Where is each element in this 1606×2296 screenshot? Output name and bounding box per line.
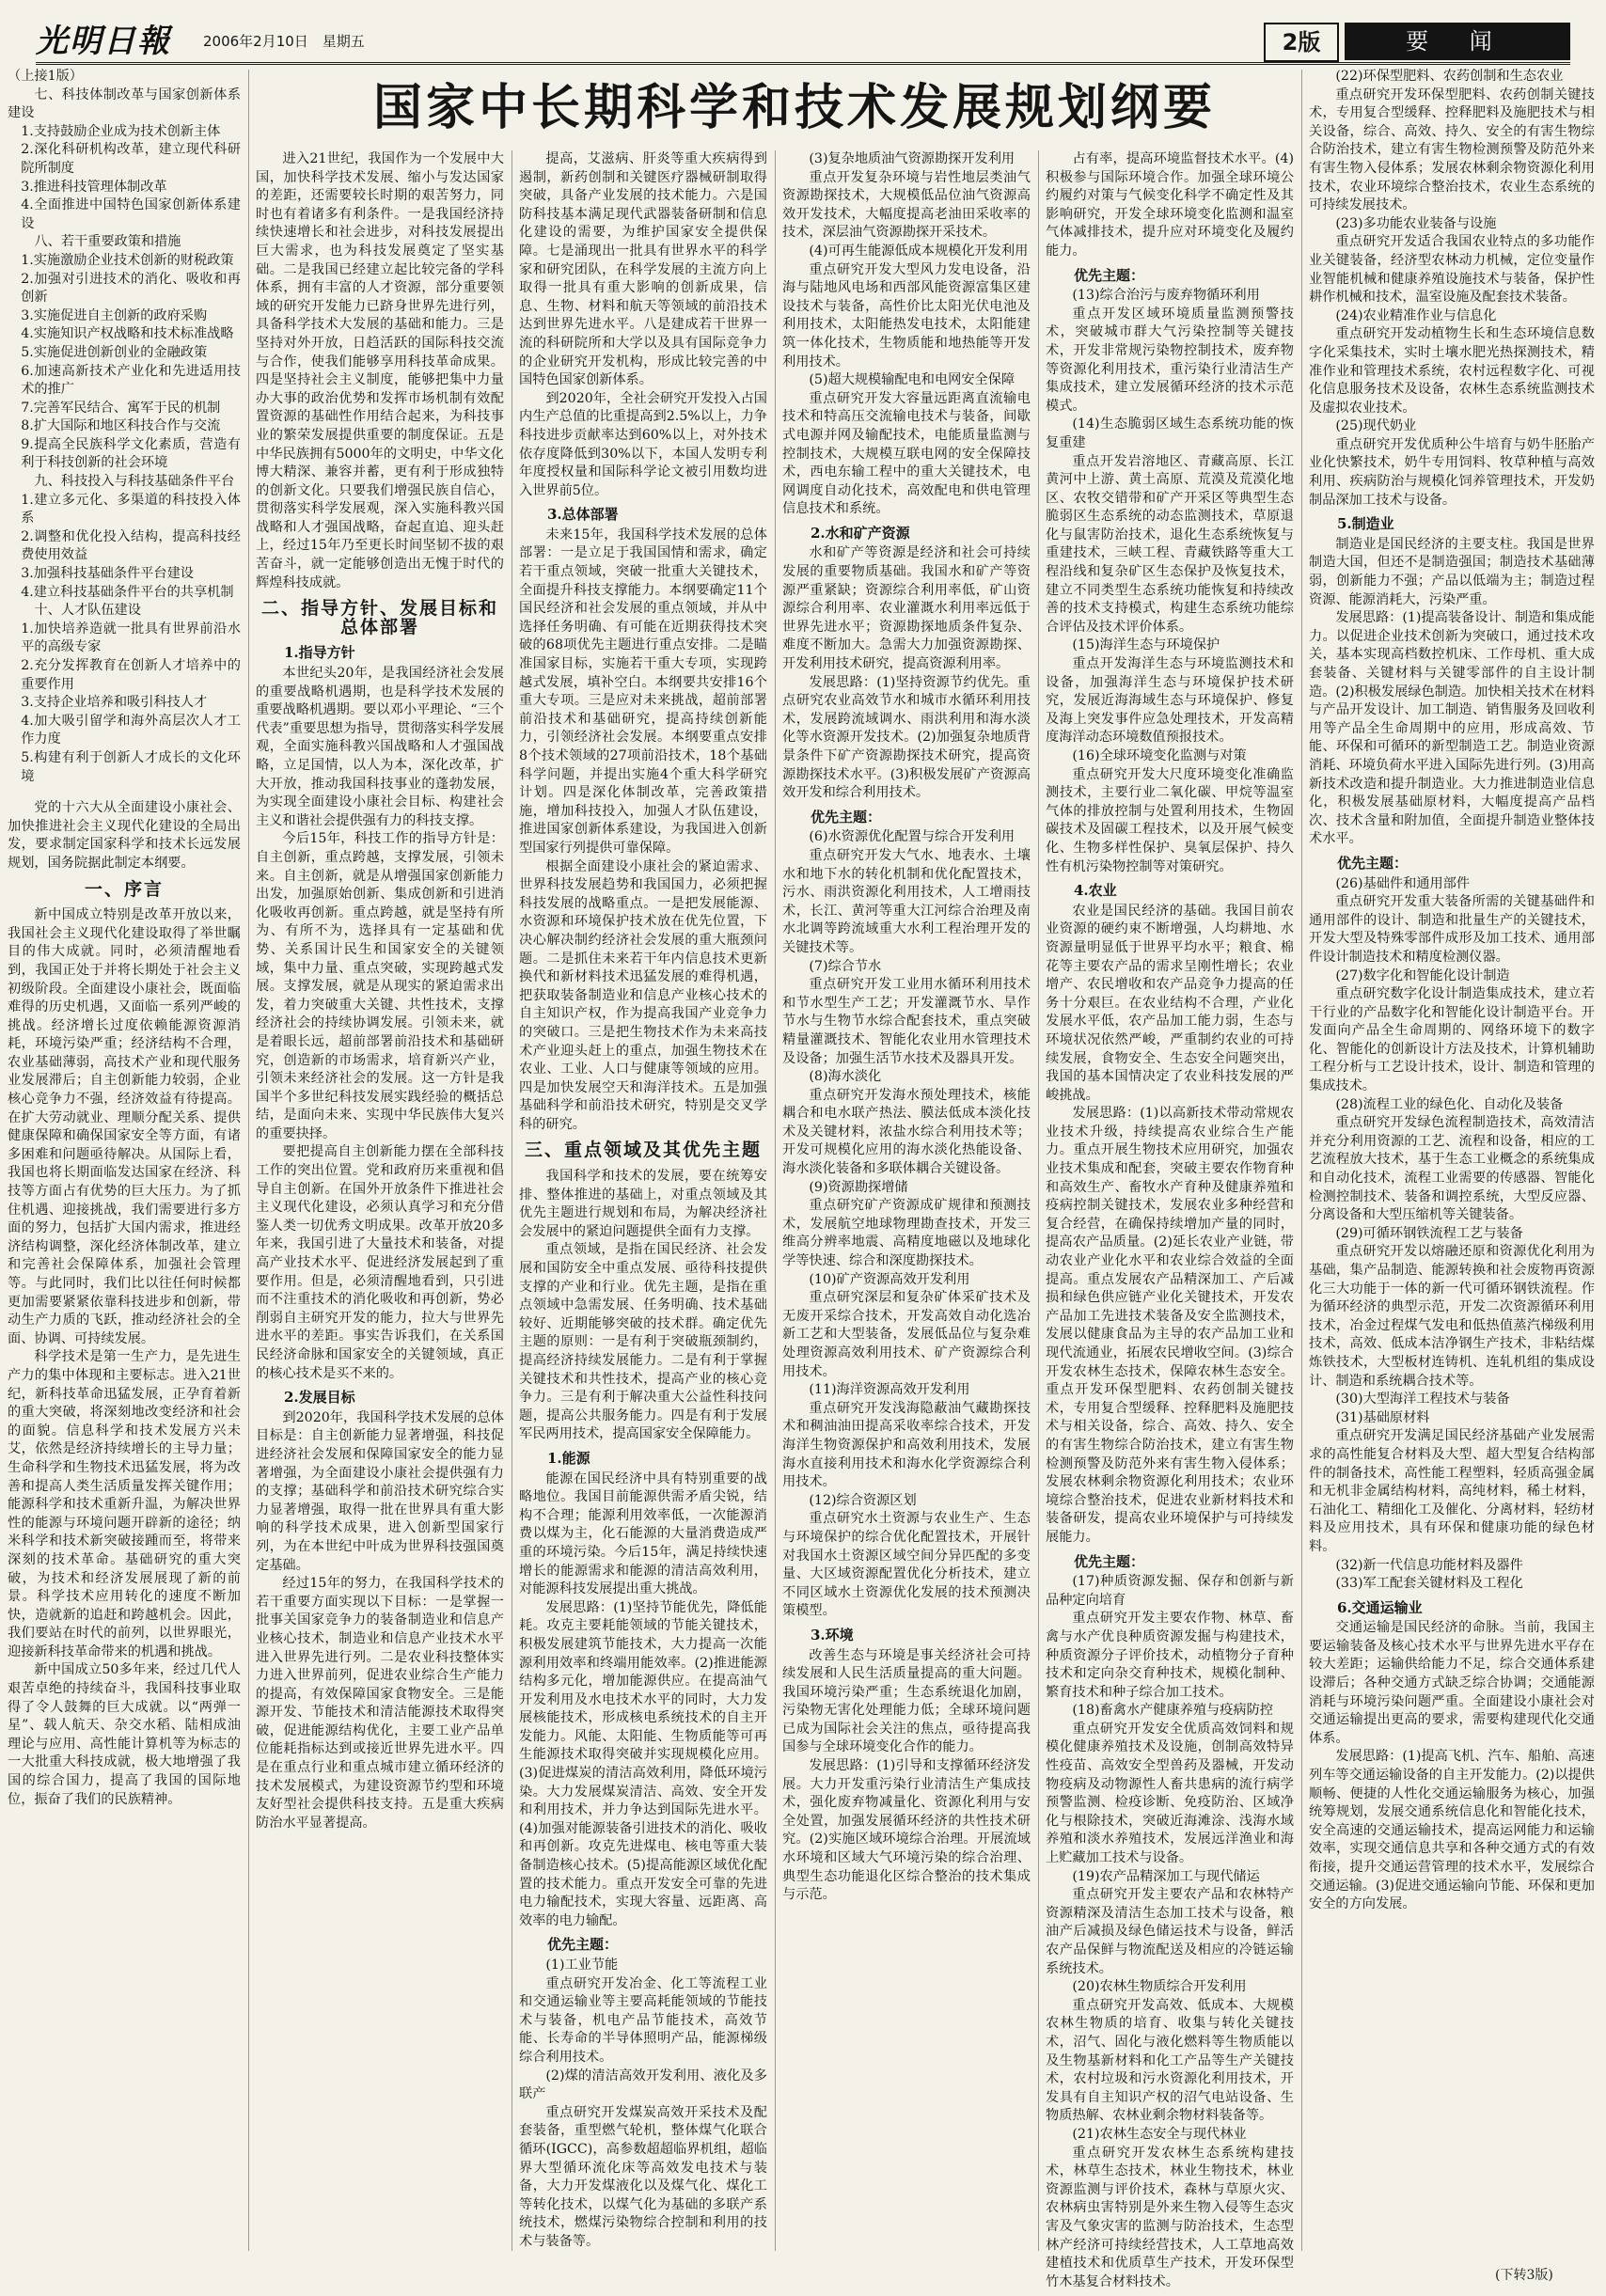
subsection-heading: 1.指导方针	[284, 644, 355, 662]
topic-title: (19)农产品精深加工与现代储运	[1072, 1868, 1260, 1884]
body-paragraph: 重点研究开发安全优质高效饲料和规模化健康养殖技术及设施，创制高效特异性疫苗、高效安全型兽药及器械，开发动物疫病及动物源性人畜共患病的流行病学预警监测、检疫诊断、免疫防治、区域净化与根除技术，突破近海滩涂、浅海水域养殖和淡水养殖技术，发展远洋渔业和海上贮藏加工技术与设备。	[1046, 1721, 1294, 1866]
body-paragraph: 重点研究开发大尺度环境变化准确监测技术，主要行业二氧化碳、甲烷等温室气体的排放控制与处置利用技术，生物固碳技术及固碳工程技术，以及开展气候变化、生物多样性保护、臭氧层保护、持久性有机污染物控制等对策研究。	[1046, 766, 1294, 874]
toc-item: 4.全面推进中国特色国家创新体系建设	[21, 197, 241, 231]
body-paragraph: 占有率，提高环境监督技术水平。(4)积极参与国际环境合作。加强全球环境公约履约对策与气候变化科学不确定性及其影响研究，开发全球环境变化监测和温室气体减排技术，提升应对环境变化及履约能力。	[1046, 151, 1294, 259]
subsection-heading: 3.环境	[811, 1626, 854, 1643]
body-paragraph: 重点研究开发冶金、化工等流程工业和交通运输业等主要高耗能领域的节能技术与装备，机电产品节能技术，高效节能、长寿命的半导体照明产品，能源梯级综合利用技术。	[519, 1975, 767, 2065]
topic-title: (25)现代奶业	[1335, 418, 1417, 434]
column-3	[519, 150, 767, 2260]
column-divider	[775, 150, 776, 2251]
toc-heading: 九、科技投入与科技基础条件平台	[34, 474, 235, 490]
body-paragraph: 经过15年的努力，在我国科学技术的若干重要方面实现以下目标：一是掌握一批事关国家竞争力的装备制造业和信息产业核心技术，制造业和信息产业技术水平进入世界先进行列。二是农业科技整体实力进入世界前列，促进农业综合生产能力的提高，有效保障国家食物安全。三是能源开发、节能技术和清洁能源技术取得突破，促进能源结构优化，主要工业产品单位能耗指标达到或接近世界先进水平。四是在重点行业和重点城市建立循环经济的技术发展模式，为建设资源节约型和环境友好型社会提供科技支持。五是重大疾病防治水平显著提高。	[256, 1576, 504, 1831]
topic-title: (28)流程工业的绿色化、自动化及装备	[1335, 1096, 1564, 1112]
body-paragraph: 重点研究开发重大装备所需的关键基础件和通用部件的设计、制造和批量生产的关键技术，开发大型及特殊零部件成形及加工技术、通用部件设计制造技术和精度检测仪器。	[1309, 894, 1595, 965]
subsection-heading: 优先主题：	[1074, 266, 1145, 284]
body-paragraph: 提高，艾滋病、肝炎等重大疾病得到遏制，新药创制和关键医疗器械研制取得突破，具备产业发展的技术能力。六是国防科技基本满足现代武器装备研制和信息化建设的需要，为维护国家安全提供保障。七是涌现出一批具有世界水平的科学家和研究团队，在科学发展的主流方向上取得一批具有重大影响的创新成果，信息、生物、材料和航天等领域的前沿技术达到世界先进水平。八是建成若干世界一流的科研院所和大学以及具有国际竞争力的企业研究开发机构，形成比较完善的中国特色国家创新体系。	[519, 151, 767, 388]
topic-title: (31)基础原材料	[1335, 1409, 1430, 1425]
toc-item: 5.实施促进创新创业的金融政策	[21, 344, 208, 360]
topic-title: (18)畜禽水产健康养殖与疫病防控	[1072, 1703, 1273, 1719]
body-paragraph: 制造业是国民经济的主要支柱。我国是世界制造大国，但还不是制造强国；制造技术基础薄弱，创新能力不强；产品以低端为主；制造过程资源、能源消耗大，污染严重。	[1309, 536, 1595, 607]
intro-paragraph: 党的十六大从全面建设小康社会、加快推进社会主义现代化建设的全局出发，要求制定国家科学和技术长远发展规划，国务院据此制定本纲要。	[8, 800, 241, 871]
body-paragraph: 重点研究开发主要农作物、林草、畜禽与水产优良种质资源发掘与构建技术，种质资源分子评价技术，动植物分子育种技术和定向杂交育种技术，规模化制种、繁育技术和种子综合加工技术。	[1046, 1611, 1294, 1700]
body-paragraph: 今后15年，科技工作的指导方针是：自主创新，重点跨越，支撑发展，引领未来。自主创新，就是从增强国家创新能力出发，加强原始创新、集成创新和引进消化吸收再创新。重点跨越，就是坚持有所为、有所不为，选择具有一定基础和优势、关系国计民生和国家安全的关键领域，集中力量、重点突破，实现跨越式发展。支撑发展，就是从现实的紧迫需求出发，着力突破重大关键、共性技术，支撑经济社会的持续协调发展。引领未来，就是着眼长远，超前部署前沿技术和基础研究，创造新的市场需求，培育新兴产业，引领未来经济社会的发展。这一方针是我国半个多世纪科技发展实践经验的概括总结，是面向未来、实现中华民族伟大复兴的重要抉择。	[256, 831, 504, 1141]
issue-date: 2006年2月10日 星期五	[203, 33, 365, 50]
topic-title: (26)基础件和通用部件	[1335, 875, 1471, 891]
subsection-heading: 优先主题：	[547, 1936, 619, 1954]
topic-title: (33)军工配套关键材料及工程化	[1335, 1576, 1523, 1592]
body-paragraph: 重点研究开发高效、低成本、大规模农林生物质的培育、收集与转化关键技术，沼气、固化与液化燃料等生物质能以及生物基新材料和化工产品等生产关键技术，农村垃圾和污水资源化利用技术，开发具有自主知识产权的沼气电站设备、生物质热解、农林业剩余物材料装备等。	[1046, 1997, 1294, 2124]
topic-title: (23)多功能农业装备与设施	[1335, 215, 1497, 231]
toc-item: 2.充分发挥教育在创新人才培养中的重要作用	[21, 658, 241, 692]
toc-item: 1.建立多元化、多渠道的科技投入体系	[21, 492, 241, 527]
toc-item: 3.加强科技基础条件平台建设	[21, 566, 194, 582]
subsection-heading: 优先主题：	[811, 808, 882, 826]
body-paragraph: 重点研究开发农林生态系统构建技术，林草生态技术，林业生物技术，林业资源监测与评价技术，森林与草原火灾、农林病虫害特别是外来生物入侵等生态灾害及气象灾害的监测与防治技术，生态型林产经济可持续经营技术，人工草地高效建植技术和优质草生产技术，开发环保型竹木基复合材料技术。	[1046, 2145, 1294, 2289]
article-headline: 国家中长期科学和技术发展规划纲要	[372, 80, 1216, 136]
section-heading: 一、序言	[84, 878, 164, 900]
body-paragraph: 根据全面建设小康社会的紧迫需求、世界科技发展趋势和我国国力，必须把握科技发展的战略重点。一是把发展能源、水资源和环境保护技术放在优先位置，下决心解决制约经济社会发展的重大瓶颈问题。二是抓住未来若干年内信息技术更新换代和新材料技术迅猛发展的难得机遇，把获取装备制造业和信息产业核心技术的自主知识产权，作为提高我国产业竞争力的突破口。三是把生物技术作为未来高技术产业迎头赶上的重点，加强生物技术在农业、工业、人口与健康等领域的应用。四是加快发展空天和海洋技术。五是加强基础科学和前沿技术研究，特别是交叉学科的研究。	[519, 858, 767, 1132]
topic-title: (22)环保型肥料、农药创制和生态农业	[1335, 69, 1564, 84]
topic-title: (16)全球环境变化监测与对策	[1072, 748, 1247, 763]
topic-title: (3)复杂地质油气资源勘探开发利用	[809, 151, 1016, 166]
toc-heading: 十、人才队伍建设	[34, 603, 141, 619]
body-paragraph: 交通运输是国民经济的命脉。当前，我国主要运输装备及核心技术水平与世界先进水平存在较大差距；运输供给能力不足，综合交通体系建设滞后；各种交通方式缺乏综合协调；交通能源消耗与环境污染问题严重。全面建设小康社会对交通运输提出更高的要求，需要构建现代化交通体系。	[1309, 1620, 1595, 1746]
subsection-heading: 6.交通运输业	[1337, 1598, 1423, 1616]
subsection-heading: 1.能源	[547, 1449, 590, 1467]
toc-item: 1.加快培养造就一批具有世界前沿水平的高级专家	[21, 621, 241, 655]
toc-item: 3.推进科技管理体制改革	[21, 179, 167, 195]
body-paragraph: 重点研究开发大容量远距离直流输电技术和特高压交流输电技术与装备，间歇式电源并网及输配技术，电能质量监测与控制技术，大规模互联电网的安全保障技术，西电东输工程中的重大关键技术，电网调度自动化技术，高效配电和供电管理信息技术和系统。	[782, 390, 1031, 517]
body-paragraph: 本世纪头20年，是我国经济社会发展的重要战略机遇期，也是科学技术发展的重要战略机遇期。要以邓小平理论、“三个代表”重要思想为指导，贯彻落实科学发展观，全面实施科教兴国战略和人才强国战略，立足国情，以人为本，深化改革，扩大开放，推动我国科技事业的蓬勃发展，为实现全面建设小康社会目标、构建社会主义和谐社会提供强有力的科技支撑。	[256, 666, 504, 828]
body-paragraph: 重点研究开发优质种公牛培育与奶牛胚胎产业化快繁技术，奶牛专用饲料、牧草种植与高效利用、疾病防治与规模化饲养管理技术，开发奶制品深加工技术与设备。	[1309, 436, 1595, 508]
column-5	[1046, 150, 1294, 2289]
toc-item: 8.扩大国际和地区科技合作与交流	[21, 418, 221, 434]
body-paragraph: 发展思路：(1)坚持节能优先，降低能耗。攻克主要耗能领域的节能关键技术，积极发展建筑节能技术，大力提高一次能源利用效率和终端用能效率。(2)推进能源结构多元化，增加能源供应。在提高油气开发利用及水电技术水平的同时，大力发展核能技术，形成核电系统技术的自主开发能力。风能、太阳能、生物质能等可再生能源技术取得突破并实现规模化应用。(3)促进煤炭的清洁高效利用，降低环境污染。大力发展煤炭清洁、高效、安全开发和利用技术，并力争达到国际先进水平。(4)加强对能源装备引进技术的消化、吸收和再创新。攻克先进煤电、核电等重大装备制造核心技术。(5)提高能源区域优化配置的技术能力。重点开发安全可靠的先进电力输配技术，实现大容量、远距离、高效率的电力输配。	[519, 1599, 767, 1928]
body-paragraph: 发展思路：(1)引导和支撑循环经济发展。大力开发重污染行业清洁生产集成技术，强化废弃物减量化、资源化利用与安全处置，加强发展循环经济的共性技术研究。(2)实施区域环境综合治理。开展流域水环境和区域大气环境污染的综合治理、典型生态功能退化区综合整治的技术集成与示范。	[782, 1758, 1031, 1903]
toc-item: 4.实施知识产权战略和技术标准战略	[21, 326, 234, 342]
subsection-heading: 3.总体部署	[547, 506, 619, 524]
column-divider	[1038, 150, 1039, 2251]
toc-item: 9.提高全民族科学文化素质，营造有利于科技创新的社会环境	[21, 436, 241, 471]
topic-title: (27)数字化和智能化设计制造	[1335, 967, 1510, 983]
toc-item: 2.深化科研机构改革，建立现代科研院所制度	[21, 142, 241, 176]
subsection-heading: 优先主题：	[1337, 854, 1409, 872]
topic-title: (4)可再生能源低成本规模化开发利用	[809, 243, 1029, 259]
body-paragraph: 能源在国民经济中具有特别重要的战略地位。我国目前能源供需矛盾尖锐，结构不合理；能源利用效率低，一次能源消费以煤为主，化石能源的大量消费造成严重的环境污染。今后15年，满足持续快速增长的能源需求和能源的清洁高效利用，对能源科技发展提出重大挑战。	[519, 1470, 767, 1597]
toc-heading: 七、科技体制改革与国家创新体系建设	[8, 86, 241, 121]
body-paragraph: 新中国成立特别是改革开放以来，我国社会主义现代化建设取得了举世瞩目的伟大成就。同时，必须清醒地看到，我国正处于并将长期处于社会主义初级阶段。全面建设小康社会，既面临难得的历史机遇，又面临一系列严峻的挑战。经济增长过度依赖能源资源消耗，环境污染严重；经济结构不合理，农业基础薄弱，高技术产业和现代服务业发展滞后；自主创新能力较弱，企业核心竞争力不强，经济效益有待提高。在扩大劳动就业、理顺分配关系、提供健康保障和确保国家安全等方面，有诸多困难和问题亟待解决。从国际上看，我国也将长期面临发达国家在经济、科技等方面占有优势的巨大压力。为了抓住机遇、迎接挑战，我们需要进行多方面的努力，包括扩大国内需求，推进经济结构调整，深化经济体制改革，建立和完善社会保障体系，加强社会管理等。与此同时，我们比以往任何时候都更加需要紧紧依靠科技进步和创新，带动生产力质的飞跃，推动经济社会的全面、协调、可持续发展。	[8, 907, 241, 1346]
body-paragraph: 改善生态与环境是事关经济社会可持续发展和人民生活质量提高的重大问题。我国环境污染严重；生态系统退化加剧，污染物无害化处理能力低；全球环境问题已成为国际社会关注的焦点，亟待提高我国参与全球环境变化合作的能力。	[782, 1647, 1031, 1755]
toc-item: 3.实施促进自主创新的政府采购	[21, 307, 208, 323]
continued-on-page-note: (下转3版)	[1495, 2268, 1553, 2283]
toc-item: 4.加大吸引留学和海外高层次人才工作力度	[21, 713, 241, 747]
column-divider	[248, 70, 249, 2251]
toc-item: 1.支持鼓励企业成为技术创新主体	[21, 123, 221, 139]
column-4	[782, 150, 1031, 2260]
body-paragraph: 重点研究开发动植物生长和生态环境信息数字化采集技术，实时土壤水肥光热探测技术，精准作业和管理技术系统，农村远程数字化、可视化信息服务技术及设备，农林生态系统监测技术及虚拟农业技术。	[1309, 326, 1595, 416]
body-paragraph: 到2020年，我国科学技术发展的总体目标是：自主创新能力显著增强，科技促进经济社会发展和保障国家安全的能力显著增强，为全面建设小康社会提供强有力的支撑；基础科学和前沿技术研究综合实力显著增强，取得一批在世界具有重大影响的科学技术成果，进入创新型国家行列，为在本世纪中叶成为世界科技强国奠定基础。	[256, 1409, 504, 1573]
topic-title: (20)农林生物质综合开发利用	[1072, 1979, 1247, 1995]
topic-title: (1)工业节能	[545, 1958, 619, 1973]
masthead	[36, 21, 1570, 65]
body-paragraph: 重点研究深层和复杂矿体采矿技术及无废开采综合技术，开发高效自动化选冶新工艺和大型装备，发展低品位与复杂难处理资源高效利用技术、矿产资源综合利用技术。	[782, 1290, 1031, 1379]
body-paragraph: 重点研究开发大型风力发电设备，沿海与陆地风电场和西部风能资源富集区建设技术与装备，高性价比太阳光伏电池及利用技术，太阳能热发电技术，太阳能建筑一体化技术，生物质能和地热能等开发利用技术。	[782, 261, 1031, 370]
body-paragraph: 要把提高自主创新能力摆在全部科技工作的突出位置。党和政府历来重视和倡导自主创新。在国外开放条件下推进社会主义现代化建设，必须认真学习和充分借鉴人类一切优秀文明成果。改革开放20多年来，我国引进了大量技术和装备，对提高产业技术水平、促进经济发展起到了重要作用。但是，必须清醒地看到，只引进而不注重技术的消化吸收和再创新，势必削弱自主研究开发的能力，拉大与世界先进水平的差距。事实告诉我们，在关系国民经济命脉和国家安全的关键领域，真正的核心技术是买不来的。	[256, 1144, 504, 1381]
section-label: 要 闻	[1345, 23, 1570, 60]
body-paragraph: 发展思路：(1)提高飞机、汽车、船舶、高速列车等交通运输设备的自主开发能力。(2)以提供顺畅、便捷的人性化交通运输服务为核心，加强统筹规划，发展交通系统信息化和智能化技术，安全高速的交通运输技术，提高运网能力和运输效率，实现交通信息共享和各种交通方式的有效衔接，提升交通运营管理的技术水平，发展综合交通运输。(3)促进交通运输向节能、环保和更加安全的方向发展。	[1309, 1749, 1595, 1912]
body-paragraph: 到2020年，全社会研究开发投入占国内生产总值的比重提高到2.5%以上，力争科技进步贡献率达到60%以上，对外技术依存度降低到30%以下，本国人发明专利年度授权量和国际科学论文被引用数均进入世界前5位。	[519, 390, 767, 498]
topic-title: (24)农业精准作业与信息化	[1335, 307, 1497, 323]
body-paragraph: 重点研究开发大气水、地表水、土壤水和地下水的转化机制和优化配置技术，污水、雨洪资源化利用技术，人工增雨技术，长江、黄河等重大江河综合治理及南水北调等跨流域重大水利工程治理开发的关键技术等。	[782, 847, 1031, 955]
body-paragraph: 重点研究开发满足国民经济基础产业发展需求的高性能复合材料及大型、超大型复合结构部件的制备技术，高性能工程塑料，轻质高强金属和无机非金属结构材料，高纯材料，稀土材料，石油化工、精细化工及催化、分离材料，轻纺材料及应用技术，具有环保和健康功能的绿色材料。	[1309, 1428, 1595, 1554]
topic-title: (2)煤的清洁高效开发利用、液化及多联产	[519, 2068, 767, 2102]
body-paragraph: 重点研究开发浅海隐蔽油气藏勘探技术和稠油油田提高采收率综合技术，开发海洋生物资源保护和高效利用技术，发展海水直接利用技术和海水化学资源综合利用技术。	[782, 1400, 1031, 1490]
topic-title: (9)资源勘探增储	[809, 1179, 908, 1195]
toc-item: 3.支持企业培养和吸引科技人才	[21, 695, 208, 711]
toc-item: 2.调整和优化投入结构，提高科技经费使用效益	[21, 528, 241, 563]
column-1	[8, 68, 241, 2258]
topic-title: (7)综合节水	[809, 958, 882, 974]
body-paragraph: 发展思路：(1)坚持资源节约优先。重点研究农业高效节水和城市水循环利用技术，发展跨流域调水、雨洪利用和海水淡化等水资源开发技术。(2)加强复杂地质背景条件下矿产资源勘探技术研究，提高资源勘探技术水平。(3)积极发展矿产资源高效开发和综合利用技术。	[782, 674, 1031, 801]
topic-title: (17)种质资源发掘、保存和创新与新品种定向培育	[1046, 1574, 1294, 1608]
page-number: 2版	[1264, 23, 1339, 62]
subsection-heading: 优先主题：	[1074, 1552, 1145, 1570]
body-paragraph: 科学技术是第一生产力，是先进生产力的集中体现和主要标志。进入21世纪，新科技革命迅猛发展，正孕育着新的重大突破，将深刻地改变经济和社会的面貌。信息科学和技术发展方兴未艾，依然是经济持续增长的主导力量；生命科学和生物技术迅猛发展，将为改善和提高人类生活质量发挥关键作用；能源科学和技术重新升温，为解决世界性的能源与环境问题开辟新的途径；纳米科学和技术新突破接踵而至，将带来深刻的技术革命。基础研究的重大突破，为技术和经济发展展现了新的前景。科学技术应用转化的速度不断加快，造就新的追赶和跨越机会。因此，我们要站在时代的前列，以世界眼光，迎接新科技革命带来的机遇和挑战。	[8, 1349, 241, 1659]
body-paragraph: 重点研究数字化设计制造集成技术，建立若干行业的产品数字化和智能化设计制造平台。开发面向产品全生命周期的、网络环境下的数字化、智能化的创新设计方法及技术，计算机辅助工程分析与工艺设计技术，设计、制造和管理的集成技术。	[1309, 986, 1595, 1094]
body-paragraph: 重点研究开发海水预处理技术，核能耦合和电水联产热法、膜法低成本淡化技术及关键材料，浓盐水综合利用技术等；开发可规模化应用的海水淡化热能设备、海水淡化装备和多联体耦合关键设备。	[782, 1087, 1031, 1177]
body-paragraph: 重点研究开发适合我国农业特点的多功能作业关键装备，经济型农林动力机械，定位变量作业智能机械和健康养殖设施技术与装备，保护性耕作机械和技术，温室设施及配套技术装备。	[1309, 234, 1595, 306]
body-paragraph: 重点研究水土资源与农业生产、生态与环境保护的综合优化配置技术，开展针对我国水土资源区域空间分异匹配的多变量、大区域资源配置优化分析技术，建立不同区域水土资源优化发展的技术预测决策模型。	[782, 1511, 1031, 1619]
toc-item: 7.完善军民结合、寓军于民的机制	[21, 400, 221, 416]
topic-title: (10)矿产资源高效开发利用	[809, 1271, 970, 1287]
body-paragraph: 进入21世纪，我国作为一个发展中大国，加快科学技术发展、缩小与发达国家的差距，还需要较长时期的艰苦努力，同时也有着诸多有利条件。一是我国经济持续快速增长和社会进步，对科技发展提出巨大需求，也为科技发展奠定了坚实基础。二是我国已经建立起比较完备的学科体系，拥有丰富的人才资源，部分重要领域的研究开发能力已跻身世界先进行列，具备科学技术大发展的基础和能力。三是坚持对外开放，日趋活跃的国际科技交流与合作，使我们能够享用科技革命成果。四是坚持社会主义制度，能够把集中力量办大事的政治优势和发挥市场机制有效配置资源的基础性作用结合起来，为科技事业的繁荣发展提供重要的制度保证。五是中华民族拥有5000年的文明史，中华文化博大精深、兼容并蓄，更有利于形成独特的创新文化。只要我们增强民族自信心，贯彻落实科学发展观，深入实施科教兴国战略和人才强国战略，奋起直追、迎头赶上，经过15年乃至更长时间坚韧不拔的艰苦奋斗，就一定能够创造出无愧于时代的辉煌科技成就。	[256, 151, 504, 590]
body-paragraph: 重点开发岩溶地区、青藏高原、长江黄河中上游、黄土高原、荒漠及荒漠化地区、农牧交错带和矿产开采区等典型生态脆弱区生态系统的动态监测技术，草原退化与鼠害防治技术，退化生态系统恢复与重建技术，三峡工程、青藏铁路等重大工程沿线和复杂矿区生态保护及恢复技术，建立不同类型生态系统功能恢复和持续改善的技术支持模式，构建生态系统功能综合评估及技术评价体系。	[1046, 453, 1294, 635]
body-paragraph: 重点研究开发工业用水循环利用技术和节水型生产工艺；开发灌溉节水、旱作节水与生物节水综合配套技术，重点突破精量灌溉技术、智能化农业用水管理技术及设备；加强生活节水技术及器具开发。	[782, 977, 1031, 1066]
column-divider	[1301, 70, 1302, 2251]
body-paragraph: 重点开发复杂环境与岩性地层类油气资源勘探技术，大规模低品位油气资源高效开发技术，大幅度提高老油田采收率的技术，深层油气资源勘探开采技术。	[782, 169, 1031, 241]
column-6	[1309, 68, 1595, 2258]
body-paragraph: 重点研究开发以熔融还原和资源优化利用为基础，集产品制造、能源转换和社会废物再资源化三大功能于一体的新一代可循环钢铁流程。作为循环经济的典型示范，开发二次资源循环利用技术，冶金过程煤气发电和低热值蒸汽梯级利用技术，高效、低成本洁净钢生产技术，非粘结煤炼铁技术，大型板材连铸机、连轧机组的集成设计、制造和系统耦合技术等。	[1309, 1244, 1595, 1389]
topic-title: (14)生态脆弱区域生态系统功能的恢复重建	[1046, 417, 1294, 450]
toc-item: 1.实施激励企业技术创新的财税政策	[21, 252, 234, 268]
continued-note: （上接1版）	[8, 69, 83, 84]
newspaper-logo: 光明日報	[36, 23, 171, 60]
body-paragraph: 我国科学和技术的发展，要在统筹安排、整体推进的基础上，对重点领域及其优先主题进行规划和布局，为解决经济社会发展中的紧迫问题提供全面有力支撑。	[519, 1169, 767, 1239]
section-heading: 三、重点领域及其优先主题	[524, 1140, 762, 1161]
body-paragraph: 未来15年，我国科学技术发展的总体部署：一是立足于我国国情和需求，确定若干重点领域，突破一批重大关键技术，全面提升科技支撑能力。本纲要确定11个国民经济和社会发展的重点领域，并从中选择任务明确、有可能在近期获得技术突破的68项优先主题进行重点安排。二是瞄准国家目标，实施若干重大专项，实现跨越式发展，填补空白。本纲要共安排16个重大专项。三是应对未来挑战，超前部署前沿技术和基础研究，提高持续创新能力，引领经济社会发展。本纲要重点安排8个技术领域的27项前沿技术，18个基础科学问题，并提出实施4个重大科学研究计划。四是深化体制改革，完善政策措施，增加科技投入，加强人才队伍建设，推进国家创新体系建设，为我国进入创新型国家行列提供可靠保障。	[519, 527, 767, 856]
topic-title: (5)超大规模输配电和电网安全保障	[809, 372, 1016, 388]
section-heading: 二、指导方针、发展目标和总体部署	[260, 598, 498, 637]
topic-title: (6)水资源优化配置与综合开发利用	[809, 829, 1016, 845]
subsection-heading: 2.发展目标	[284, 1389, 355, 1407]
topic-title: (32)新一代信息功能材料及器件	[1335, 1557, 1523, 1573]
body-paragraph: 重点研究开发主要农产品和农林特产资源精深及清洁生态加工技术与设备，粮油产后减损及绿色储运技术与设备，鲜活农产品保鲜与物流配送及相应的冷链运输系统技术。	[1046, 1887, 1294, 1976]
body-paragraph: 发展思路：(1)以高新技术带动常规农业技术升级，持续提高农业综合生产能力。重点开展生物技术应用研究，加强农业技术集成和配套，突破主要农作物育种和高效生产、畜牧水产育种及健康养殖和疫病控制关键技术，发展农业多种经营和复合经营，在确保持续增加产量的同时，提高农产品质量。(2)延长农业产业链，带动农业产业化水平和农业综合效益的全面提高。重点发展农产品精深加工、产后减损和绿色供应链产业化关键技术，开发农产品加工先进技术装备及安全监测技术，发展以健康食品为主导的农产品加工业和现代流通业，拓展农民增收空间。(3)综合开发农林生态技术，保障农林生态安全。重点开发环保型肥料、农药创制关键技术，专用复合型缓释、控释肥料及施肥技术与相关设备，综合、高效、持久、安全的有害生物综合防治技术，建立有害生物检测预警及防范外来有害生物入侵体系；发展农林剩余物资源化利用技术；农业环境综合整治技术，促进农业新材料技术和装备研发，提高农业环境保护与可持续发展能力。	[1046, 1106, 1294, 1545]
toc-item: 5.构建有利于创新人才成长的文化环境	[21, 749, 241, 784]
topic-title: (30)大型海洋工程技术与装备	[1335, 1392, 1510, 1407]
body-paragraph: 重点开发海洋生态与环境监测技术和设备，加强海洋生态与环境保护技术研究，发展近海海域生态与环境保护、修复及海上突发事件应急处理技术，开发高精度海洋动态环境数值预报技术。	[1046, 656, 1294, 746]
topic-title: (11)海洋资源高效开发利用	[809, 1382, 970, 1398]
body-paragraph: 新中国成立50多年来，经过几代人艰苦卓绝的持续奋斗，我国科技事业取得了令人鼓舞的巨大成就。以“两弹一星”、载人航天、杂交水稻、陆相成油理论与应用、高性能计算机等为标志的一大批重大科技成就，极大地增强了我国的综合国力，提高了我国的国际地位，振奋了我们的民族精神。	[8, 1662, 241, 1807]
topic-title: (21)农林生态安全与现代林业	[1072, 2126, 1247, 2142]
column-2	[256, 150, 504, 2260]
body-paragraph: 重点研究开发煤炭高效开采技术及配套装备，重型燃气轮机，整体煤气化联合循环(IGCC)，高参数超超临界机组，超临界大型循环流化床等高效发电技术与装备，大力开发煤液化以及煤气化、煤化工等转化技术，以煤气化为基础的多联产系统技术，燃煤污染物综合控制和利用的技术与装备等。	[519, 2104, 767, 2249]
body-paragraph: 重点研究矿产资源成矿规律和预测技术，发展航空地球物理勘查技术，开发三维高分辨率地震、高精度地磁以及地球化学等快速、综合和深度勘探技术。	[782, 1198, 1031, 1269]
topic-title: (29)可循环钢铁流程工艺与装备	[1335, 1225, 1523, 1241]
toc-item: 6.加速高新技术产业化和先进适用技术的推广	[21, 363, 241, 398]
topic-title: (8)海水淡化	[809, 1069, 882, 1085]
body-paragraph: 重点开发区域环境质量监测预警技术，突破城市群大气污染控制等关键技术，开发非常规污染物控制技术，废弃物等资源化利用技术，重污染行业清洁生产集成技术，建立发展循环经济的技术示范模式。	[1046, 306, 1294, 414]
body-paragraph: 发展思路：(1)提高装备设计、制造和集成能力。以促进企业技术创新为突破口，通过技术攻关，基本实现高档数控机床、工作母机、重大成套装备、关键材料与关键零部件的自主设计制造。(2)积极发展绿色制造。加快相关技术在材料与产品开发设计、加工制造、销售服务及回收利用等产品全生命周期中的应用，形成高效、节能、环保和可循环的新型制造工艺。制造业资源消耗、环境负荷水平进入国际先进行列。(3)用高新技术改造和提升制造业。大力推进制造业信息化，积极发展基础原材料，大幅度提高产品档次、技术含量和附加值，全面提升制造业整体技术水平。	[1309, 610, 1595, 847]
body-paragraph: 农业是国民经济的基础。我国目前农业资源的硬约束不断增强，人均耕地、水资源量明显低于世界平均水平；粮食、棉花等主要农产品的需求呈刚性增长；农业增产、农民增收和农产品竞争力提高的任务十分艰巨。在农业结构不合理，产业化发展水平低，农产品加工能力弱，生态与环境状况依然严峻，严重制约农业的可持续发展，食物安全、生态安全问题突出，我国的基本国情决定了农业科技发展的严峻挑战。	[1046, 903, 1294, 1103]
topic-title: (15)海洋生态与环境保护	[1072, 637, 1220, 653]
toc-heading: 八、若干重要政策和措施	[34, 234, 181, 250]
toc-item: 2.加强对引进技术的消化、吸收和再创新	[21, 271, 241, 306]
subsection-heading: 2.水和矿产资源	[811, 524, 910, 542]
body-paragraph: 重点领域，是指在国民经济、社会发展和国防安全中重点发展、亟待科技提供支撑的产业和行业。优先主题，是指在重点领域中急需发展、任务明确、技术基础较好、近期能够突破的技术群。确定优先主题的原则：一是有利于突破瓶颈制约，提高经济持续发展能力。二是有利于掌握关键技术和共性技术，提高产业的核心竞争力。三是有利于解决重大公益性科技问题，提高公共服务能力。四是有利于发展军民两用技术，提高国家安全保障能力。	[519, 1242, 767, 1442]
topic-title: (13)综合治污与废弃物循环利用	[1072, 288, 1260, 304]
body-paragraph: 重点研究开发绿色流程制造技术，高效清洁并充分利用资源的工艺、流程和设备，相应的工艺流程放大技术，基于生态工业概念的系统集成和自动化技术，流程工业需要的传感器、智能化检测控制技术、装备和调控系统，大型反应器、分离设备和大型压缩机等关键装备。	[1309, 1115, 1595, 1223]
body-paragraph: 水和矿产等资源是经济和社会可持续发展的重要物质基础。我国水和矿产等资源严重紧缺；资源综合利用率低，矿山资源综合利用率、农业灌溉水利用率远低于世界先进水平；资源勘探地质条件复杂、难度不断加大。急需大力加强资源勘探、开发利用技术研究，提高资源利用率。	[782, 545, 1031, 672]
subsection-heading: 4.农业	[1074, 882, 1117, 900]
body-paragraph: 重点研究开发环保型肥料、农药创制关键技术，专用复合型缓释、控释肥料及施肥技术与相关设备，综合、高效、持久、安全的有害生物综合防治技术，建立有害生物检测预警及防范外来有害生物入侵体系；发展农林剩余物资源化利用技术，农业环境综合整治技术，农业生态系统的可持续发展技术。	[1309, 86, 1595, 213]
topic-title: (12)综合资源区划	[809, 1492, 917, 1508]
toc-item: 4.建立科技基础条件平台的共享机制	[21, 584, 234, 600]
subsection-heading: 5.制造业	[1337, 515, 1394, 533]
